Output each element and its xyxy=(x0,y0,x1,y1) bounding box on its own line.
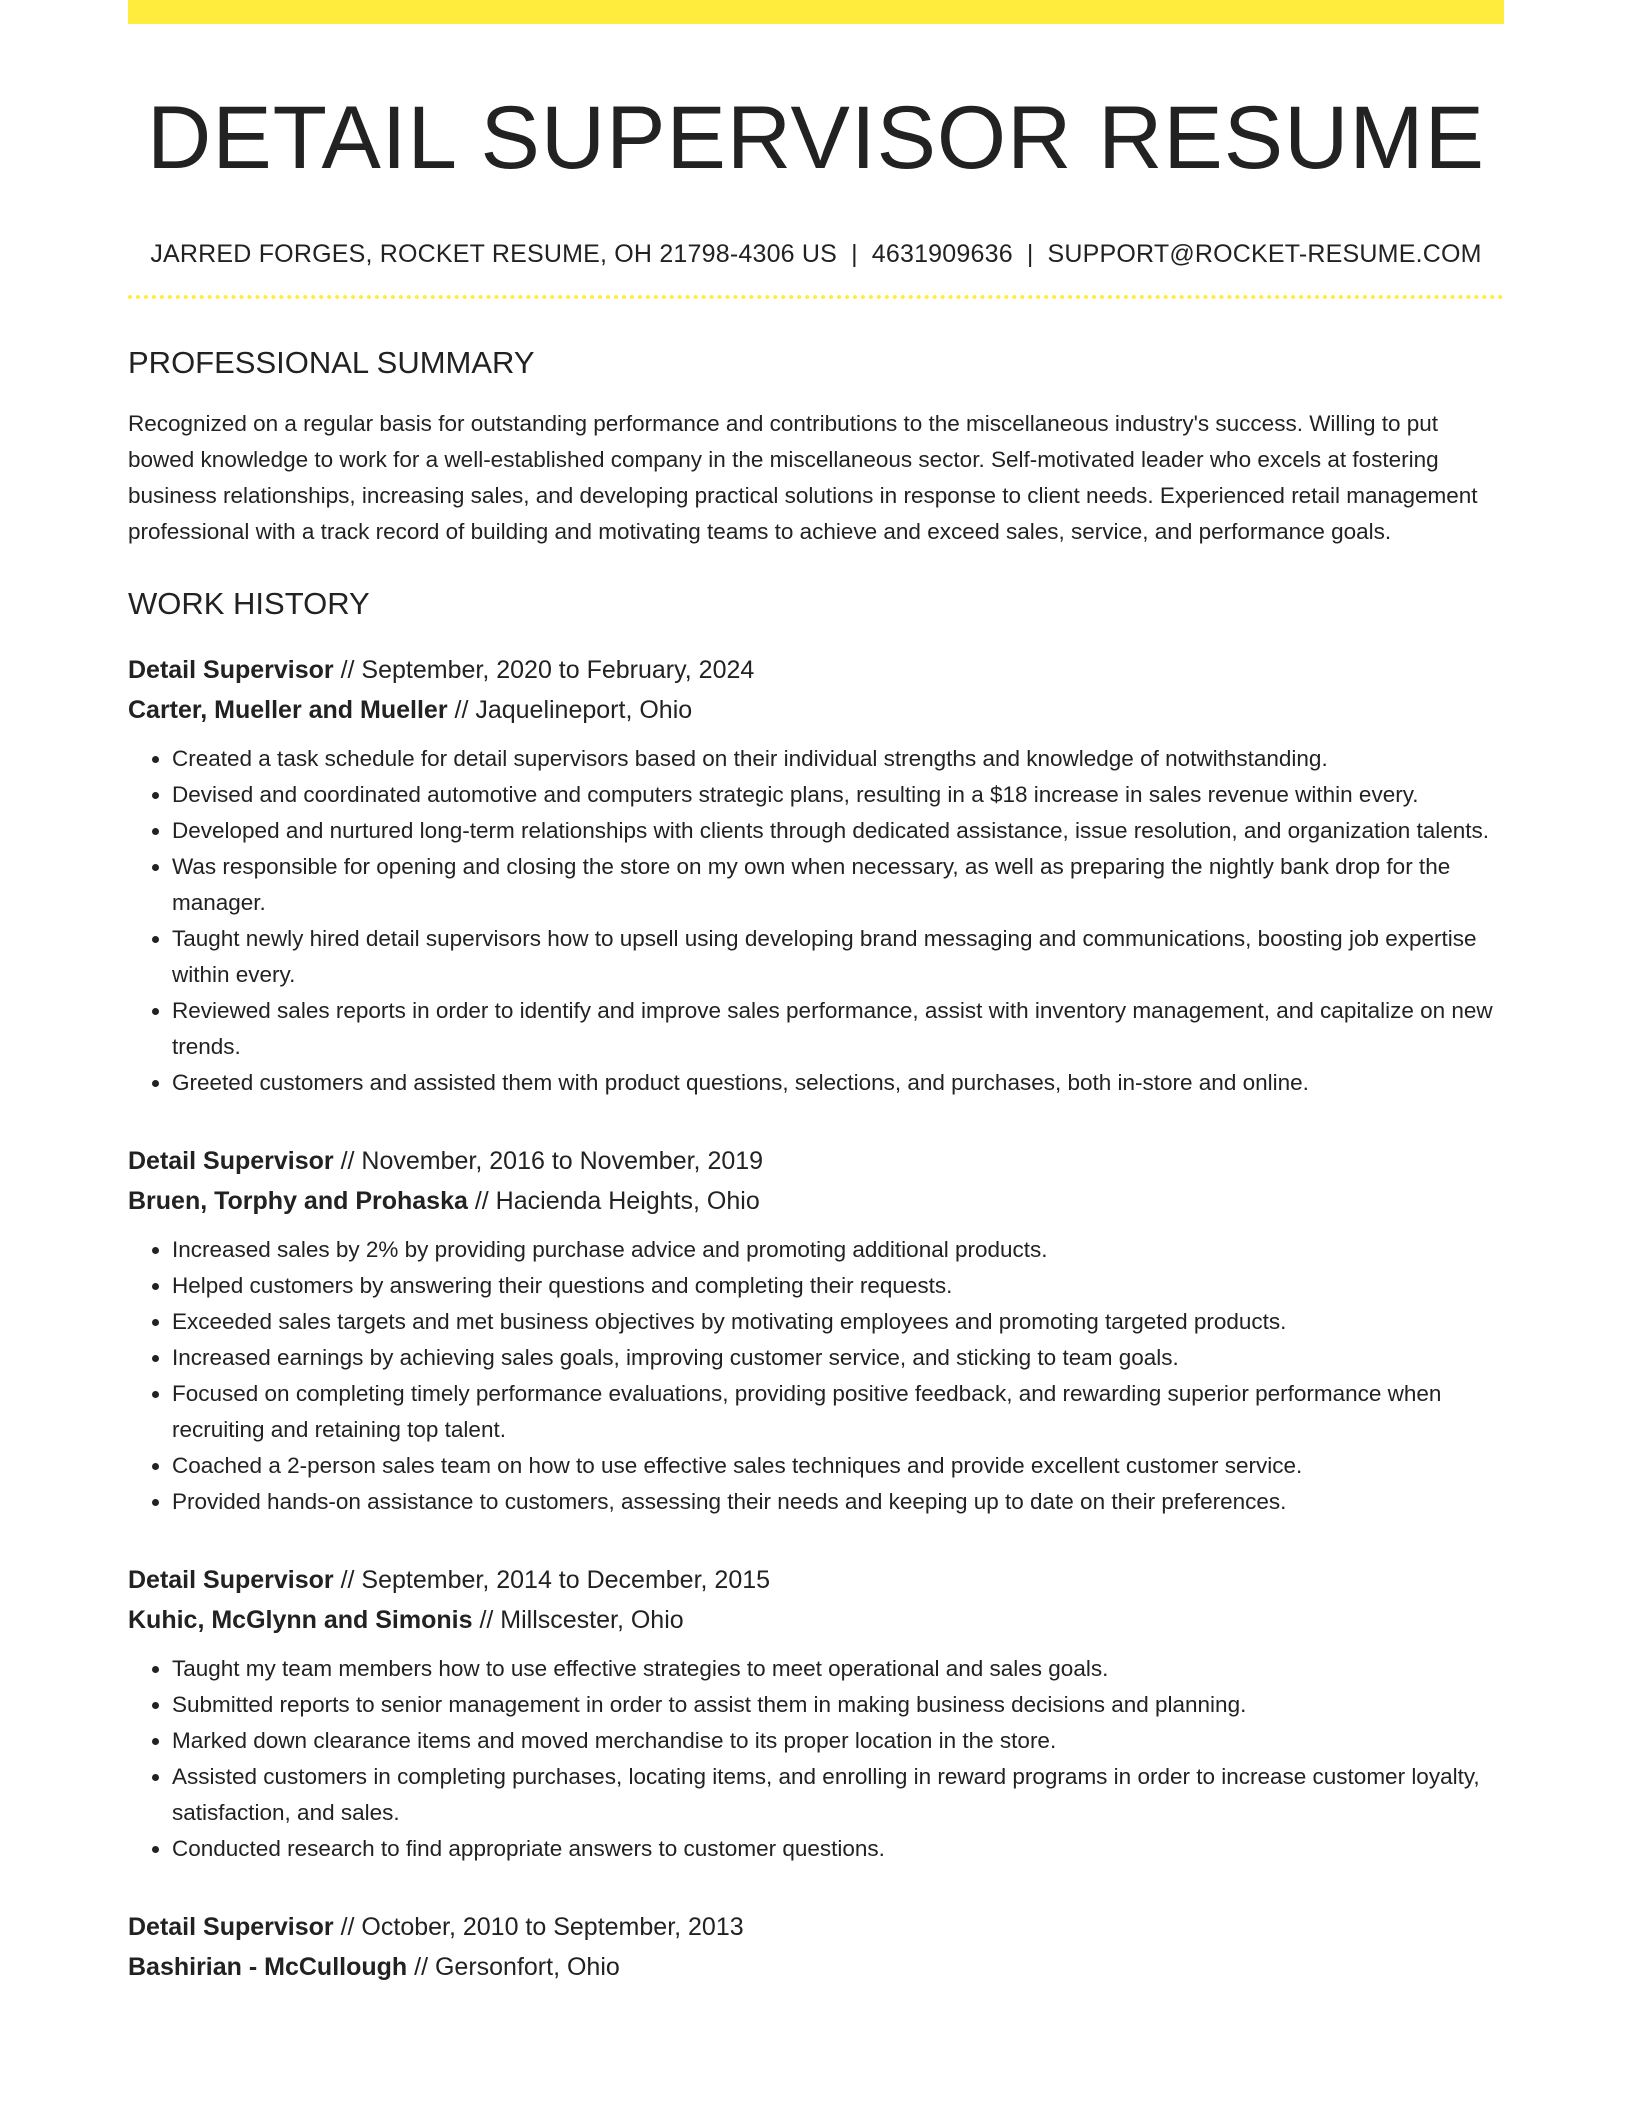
summary-heading: PROFESSIONAL SUMMARY xyxy=(128,345,535,381)
job-bullet: • Helped customers by answering their questions and completing their requests. xyxy=(172,1268,1504,1304)
job-bullet: • Developed and nurtured long-term relationships with clients through dedicated assistance, issue resolution, and organization talents. xyxy=(172,813,1504,849)
job-bullet-list xyxy=(128,1651,1504,1867)
job-bullet: • Was responsible for opening and closing the store on my own when necessary, as well as preparing the nightly bank drop for the manager. xyxy=(172,849,1504,921)
job-title: Detail Supervisor xyxy=(128,655,334,684)
job-title: Detail Supervisor xyxy=(128,1565,334,1594)
job-bullet: • Taught my team members how to use effective strategies to meet operational and sales goals. xyxy=(172,1651,1504,1687)
job-bullet: • Increased earnings by achieving sales goals, improving customer service, and sticking to team goals. xyxy=(172,1340,1504,1376)
job-bullet: • Taught newly hired detail supervisors how to upsell using developing brand messaging and communications, boosting job expertise within every. xyxy=(172,921,1504,993)
job-company: Bashirian - McCullough xyxy=(128,1952,408,1981)
job-bullet: • Increased sales by 2% by providing purchase advice and promoting additional products. xyxy=(172,1232,1504,1268)
contact-address: JARRED FORGES, ROCKET RESUME, OH 21798-4306 US xyxy=(150,240,838,269)
job-dates: // September, 2014 to December, 2015 xyxy=(340,1565,771,1594)
job-bullet: • Reviewed sales reports in order to identify and improve sales performance, assist with inventory management, and capitalize on new trends. xyxy=(172,993,1504,1065)
summary-text: Recognized on a regular basis for outstanding performance and contributions to the miscellaneous industry's success. Willing to put bowed knowledge to work for a well-established company in the miscellaneous sector. Self-motivated leader who excels at fostering business relationships, increasing sales, and developing practical solutions in response to client needs. Experienced retail management professional with a track record of building and motivating teams to achieve and exceed sales, service, and performance goals. xyxy=(128,410,1478,544)
resume-title: DETAIL SUPERVISOR RESUME xyxy=(147,87,1485,187)
job-company-line xyxy=(128,1600,1504,1640)
work-history-heading: WORK HISTORY xyxy=(128,585,370,621)
job-bullet: • Assisted customers in completing purchases, locating items, and enrolling in reward programs in order to increase customer loyalty, satisfaction, and sales. xyxy=(172,1759,1504,1831)
job-company-line xyxy=(128,690,1504,730)
job-bullet: • Devised and coordinated automotive and computers strategic plans, resulting in a $18 increase in sales revenue within every. xyxy=(172,777,1504,813)
job-title: Detail Supervisor xyxy=(128,1912,334,1941)
job-dates: // September, 2020 to February, 2024 xyxy=(340,655,755,684)
job-bullet: • Marked down clearance items and moved merchandise to its proper location in the store. xyxy=(172,1723,1504,1759)
job-company: Carter, Mueller and Mueller xyxy=(128,695,448,724)
job-entry xyxy=(128,650,1504,1101)
job-bullet: • Exceeded sales targets and met business objectives by motivating employees and promoting targeted products. xyxy=(172,1304,1504,1340)
job-location: // Jaquelineport, Ohio xyxy=(454,695,693,724)
job-entry xyxy=(128,1907,1504,1987)
dotted-divider xyxy=(128,295,1504,299)
job-bullet: • Focused on completing timely performance evaluations, providing positive feedback, and rewarding superior performance when recruiting and retaining top talent. xyxy=(172,1376,1504,1448)
job-bullet: • Coached a 2-person sales team on how to use effective sales techniques and provide excellent customer service. xyxy=(172,1448,1504,1484)
top-accent-bar xyxy=(128,0,1504,24)
job-bullet: • Provided hands-on assistance to customers, assessing their needs and keeping up to date on their preferences. xyxy=(172,1484,1504,1520)
contact-separator: | xyxy=(1026,240,1034,269)
job-bullet: • Submitted reports to senior management in order to assist them in making business decisions and planning. xyxy=(172,1687,1504,1723)
job-dates: // November, 2016 to November, 2019 xyxy=(340,1146,764,1175)
job-title-line xyxy=(128,650,1504,690)
job-location: // Millscester, Ohio xyxy=(479,1605,684,1634)
job-title-line xyxy=(128,1141,1504,1181)
resume-content xyxy=(128,0,1504,1987)
job-location: // Hacienda Heights, Ohio xyxy=(474,1186,760,1215)
contact-line xyxy=(128,240,1504,269)
job-bullet: • Greeted customers and assisted them with product questions, selections, and purchases, both in-store and online. xyxy=(172,1065,1504,1101)
job-bullet: • Conducted research to find appropriate answers to customer questions. xyxy=(172,1831,1504,1867)
job-dates: // October, 2010 to September, 2013 xyxy=(340,1912,744,1941)
work-history-list xyxy=(128,650,1504,1987)
job-company-line xyxy=(128,1947,1504,1987)
job-title: Detail Supervisor xyxy=(128,1146,334,1175)
job-company: Kuhic, McGlynn and Simonis xyxy=(128,1605,473,1634)
job-title-line xyxy=(128,1907,1504,1947)
job-bullet: • Created a task schedule for detail supervisors based on their individual strengths and knowledge of notwithstanding. xyxy=(172,741,1504,777)
job-company: Bruen, Torphy and Prohaska xyxy=(128,1186,468,1215)
job-title-line xyxy=(128,1560,1504,1600)
job-entry xyxy=(128,1141,1504,1520)
job-location: // Gersonfort, Ohio xyxy=(414,1952,620,1981)
contact-separator: | xyxy=(851,240,858,269)
job-bullet-list xyxy=(128,741,1504,1101)
contact-email: SUPPORT@ROCKET-RESUME.COM xyxy=(1047,240,1482,269)
contact-phone: 4631909636 xyxy=(871,240,1013,269)
job-entry xyxy=(128,1560,1504,1867)
job-company-line xyxy=(128,1181,1504,1221)
job-bullet-list xyxy=(128,1232,1504,1520)
